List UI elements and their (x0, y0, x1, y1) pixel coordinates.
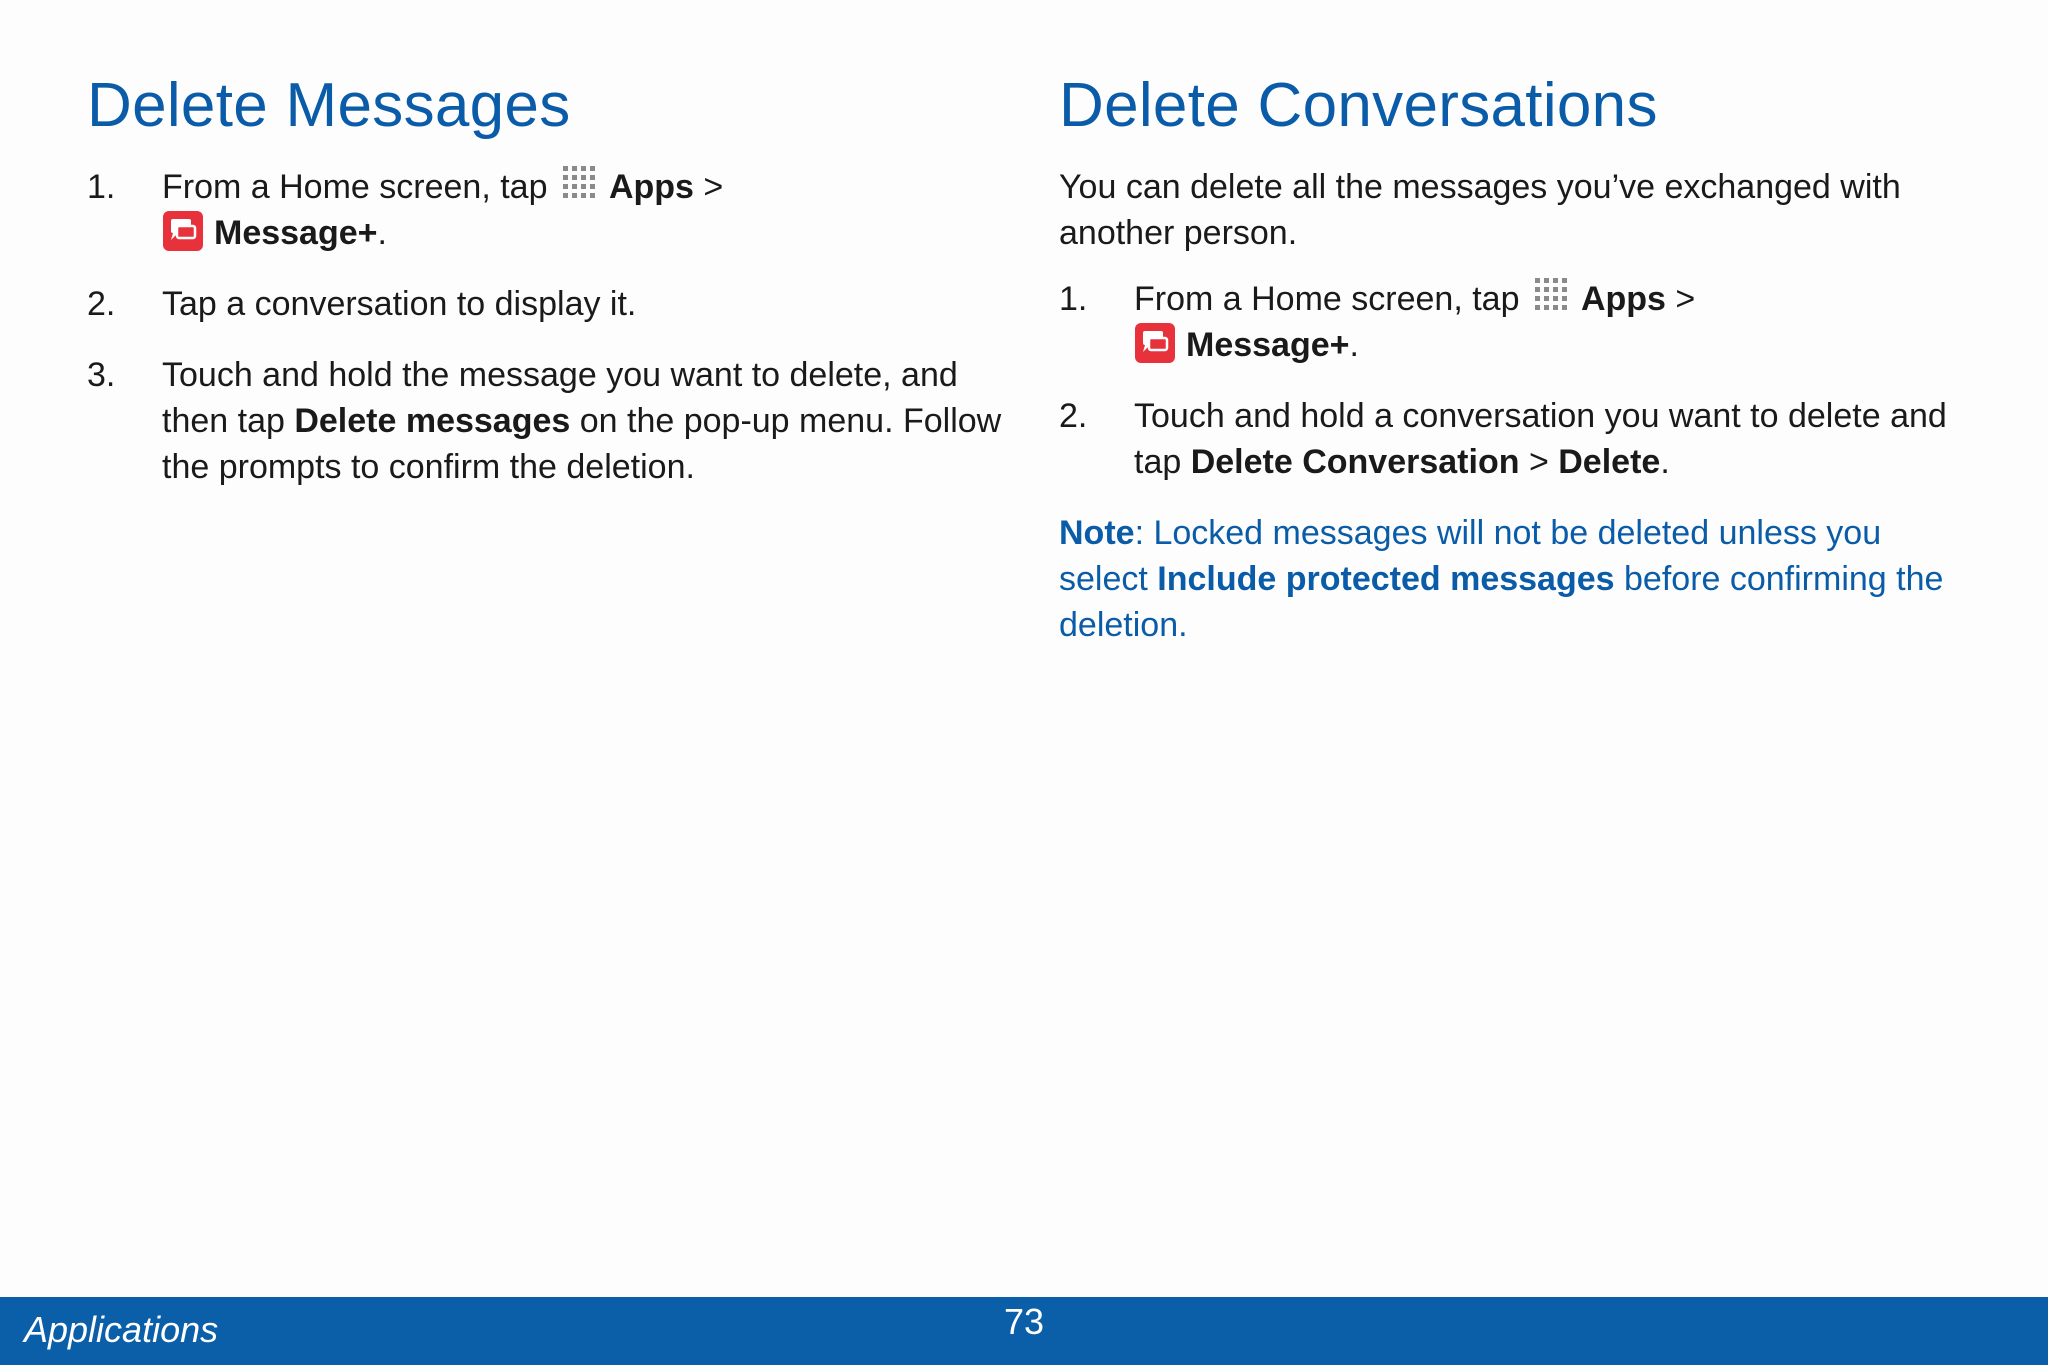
separator: > (1675, 280, 1696, 318)
step-text: Touch and hold a conversation you want to delete and tap (1134, 397, 1947, 481)
step-number: 1. (87, 168, 116, 206)
period: . (377, 214, 387, 252)
steps-list-right (1059, 276, 1979, 485)
delete-conversation-label: Delete Conversation (1190, 443, 1520, 481)
period: . (1349, 326, 1359, 364)
message-plus-label: Message+ (1186, 326, 1350, 364)
step-number: 2. (87, 285, 116, 323)
period: . (1660, 443, 1670, 481)
section-title-delete-messages: Delete Messages (87, 71, 571, 140)
step-text: on the pop-up menu. Follow the prompts to confirm the deletion. (162, 402, 1002, 486)
message-plus-icon (162, 210, 204, 252)
note-label: Note (1059, 514, 1135, 552)
apps-grid-icon (561, 164, 603, 206)
include-protected-messages-label: Include protected messages (1157, 560, 1615, 598)
apps-grid-icon (1533, 276, 1575, 318)
separator: > (1528, 443, 1549, 481)
page-footer (0, 1297, 2048, 1365)
section-title-delete-conversations: Delete Conversations (1059, 71, 1658, 140)
step-number: 3. (87, 356, 116, 394)
steps-list-left (87, 164, 1007, 490)
apps-label: Apps (1580, 280, 1666, 318)
list-item (1059, 276, 1979, 368)
left-column (87, 70, 1007, 515)
footer-section-name: Applications (24, 1309, 219, 1350)
list-item (87, 281, 1007, 327)
list-item (87, 352, 1007, 490)
step-text: Tap a conversation to display it. (162, 285, 637, 323)
step-number: 2. (1059, 397, 1088, 435)
intro-paragraph: You can delete all the messages you’ve exchanged with another person. (1059, 168, 1901, 252)
note-text: before confirming the deletion. (1059, 560, 1944, 644)
apps-label: Apps (608, 168, 694, 206)
note-text: : Locked messages will not be deleted unless you select (1059, 514, 1882, 598)
separator: > (703, 168, 724, 206)
message-plus-icon (1134, 322, 1176, 364)
note-paragraph (1059, 510, 1979, 648)
delete-label: Delete (1558, 443, 1661, 481)
delete-messages-label: Delete messages (294, 402, 571, 440)
step-text: From a Home screen, tap (162, 168, 548, 206)
right-column (1059, 70, 1979, 682)
step-text: Touch and hold the message you want to delete, and then tap (162, 356, 958, 440)
list-item (1059, 393, 1979, 485)
message-plus-label: Message+ (214, 214, 378, 252)
page-number: 73 (1003, 1301, 1045, 1342)
step-text: From a Home screen, tap (1134, 280, 1520, 318)
step-number: 1. (1059, 280, 1088, 318)
list-item (87, 164, 1007, 256)
